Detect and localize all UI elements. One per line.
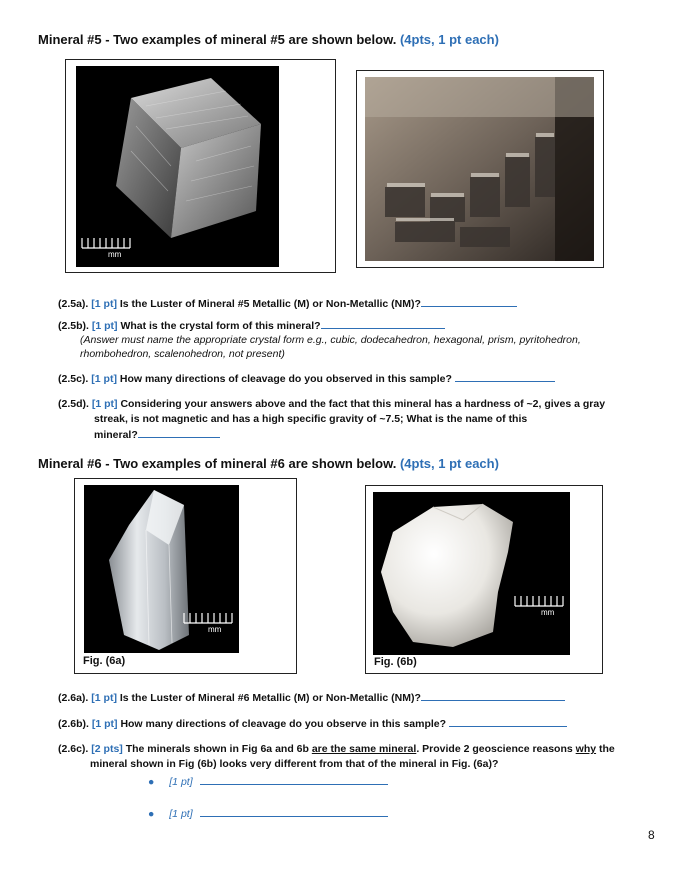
massive-quartz-image: [373, 492, 570, 655]
answer-line-2-6b[interactable]: [449, 716, 567, 727]
galena-closeup-image: [365, 77, 594, 261]
section5-heading: Mineral #5 - Two examples of mineral #5 are shown below. (4pts, 1 pt each): [38, 32, 499, 47]
fig-6b-label: Fig. (6b): [374, 656, 417, 668]
bullet-answer-1: ● [1 pt]: [148, 774, 388, 788]
page-number: 8: [648, 828, 655, 842]
mineral5-photo-a: [76, 66, 279, 267]
question-2-5b: (2.5b). [1 pt] What is the crystal form of this mineral?: [58, 318, 658, 334]
answer-line-bullet-2[interactable]: [200, 806, 388, 817]
question-2-6b: (2.6b). [1 pt] How many directions of cleavage do you observe in this sample?: [58, 716, 658, 732]
question-2-5c: (2.5c). [1 pt] How many directions of cleavage do you observed in this sample?: [58, 371, 658, 387]
scale-label: mm: [208, 625, 222, 634]
bullet-icon: ●: [148, 776, 155, 788]
mineral5-photo-b: [365, 77, 594, 261]
question-2-6a: (2.6a). [1 pt] Is the Luster of Mineral #6 Metallic (M) or Non-Metallic (NM)?: [58, 690, 658, 706]
question-2-5d: (2.5d). [1 pt] Considering your answers above and the fact that this mineral has a hardness of ~2, gives a gray: [58, 398, 606, 410]
question-2-5d-line2: streak, is not magnetic and has a high specific gravity of ~7.5; What is the name of this: [94, 413, 528, 425]
scale-label: mm: [108, 250, 122, 259]
mineral6-fig-a-frame: [74, 478, 297, 674]
answer-line-2-5a[interactable]: [421, 296, 517, 307]
answer-line-2-5c[interactable]: [455, 371, 555, 382]
question-2-5d-line3: mineral?: [94, 427, 664, 443]
answer-line-bullet-1[interactable]: [200, 774, 388, 785]
scale-label: mm: [541, 608, 555, 617]
question-2-6c: (2.6c). [2 pts] The minerals shown in Fig 6a and 6b are the same mineral. Provide 2 geoscience reasons why the: [58, 743, 615, 755]
answer-line-2-5d[interactable]: [138, 427, 220, 438]
mineral6-fig-b-frame: [365, 485, 603, 674]
question-2-6c-line2: mineral shown in Fig (6b) looks very different from that of the mineral in Fig. (6a)?: [90, 758, 499, 770]
bullet-answer-2: ● [1 pt]: [148, 806, 388, 820]
answer-line-2-5b[interactable]: [321, 318, 445, 329]
crystal-form-note: (Answer must name the appropriate crystal form e.g., cubic, dodecahedron, hexagonal, prism, pyritohedron, rhombohedron, scalenohedron, not present): [80, 334, 581, 360]
fig-6a-label: Fig. (6a): [83, 655, 126, 667]
question-2-5a: (2.5a). [1 pt] Is the Luster of Mineral #5 Metallic (M) or Non-Metallic (NM)?: [58, 296, 658, 312]
answer-line-2-6a[interactable]: [421, 690, 565, 701]
mineral5-photo-a-frame: [65, 59, 336, 273]
mineral6-photo-a: [84, 485, 239, 653]
bullet-icon: ●: [148, 808, 155, 820]
section6-heading: Mineral #6 - Two examples of mineral #6 are shown below. (4pts, 1 pt each): [38, 456, 499, 471]
mineral6-photo-b: [373, 492, 570, 655]
mineral5-photo-b-frame: [356, 70, 604, 268]
